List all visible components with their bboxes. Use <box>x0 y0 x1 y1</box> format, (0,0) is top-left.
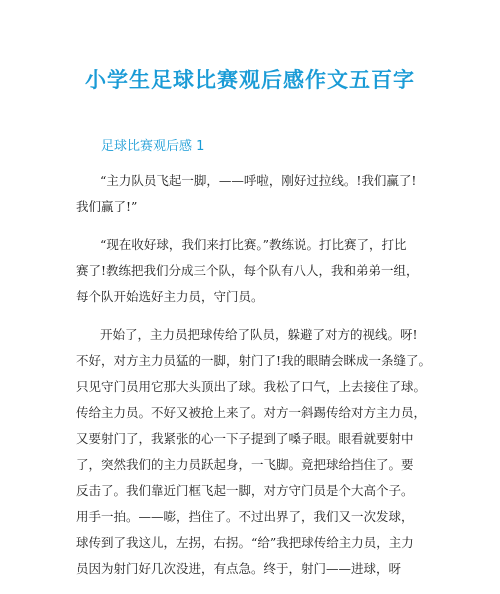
paragraph <box>76 168 436 220</box>
text-line: 了，突然我们的主力员跃起身，一飞脚。竟把球给挡住了。要 <box>76 457 414 472</box>
text-line: 球传到了我这儿，左拐，右拐。“给”我把球传给主力员，主力 <box>76 535 414 550</box>
text-line: 又要射门了，我紧张的心一下子提到了嗓子眼。眼看就要射中 <box>76 431 414 446</box>
text-line: “现在收好球，我们来打比赛。”教练说。打比赛了，打比 <box>100 237 407 252</box>
text-line: 开始了，主力员把球传给了队员，躲避了对方的视线。呀! <box>100 327 418 342</box>
paragraph <box>76 232 436 310</box>
text-line: 赛了!教练把我们分成三个队，每个队有八人，我和弟弟一组， <box>76 263 419 278</box>
page-title: 小学生足球比赛观后感作文五百字 <box>85 68 415 92</box>
text-line: 反击了。我们靠近门框飞起一脚，对方守门员是个大高个子。 <box>76 483 414 498</box>
text-line: 员因为射门好几次没进，有点急。终于，射门——进球，呀 <box>76 561 402 576</box>
text-line: 不好，对方主力员猛的一脚，射门了!我的眼睛会眯成一条缝了。 <box>76 353 432 368</box>
paragraph <box>76 322 436 582</box>
text-line: 我们赢了!” <box>76 199 138 214</box>
article-body <box>76 168 436 594</box>
section-heading: 足球比赛观后感 1 <box>101 139 205 154</box>
text-line: 传给主力员。不好又被抢上来了。对方一斜踢传给对方主力员， <box>76 405 427 420</box>
text-line: 每个队开始选好主力员，守门员。 <box>76 289 264 304</box>
text-line: 只见守门员用它那大头顶出了球。我松了口气，上去接住了球。 <box>76 379 427 394</box>
text-line: 用手一拍。——嘭，挡住了。不过出界了，我们又一次发球， <box>76 509 414 524</box>
text-line: “主力队员飞起一脚，——呼啦，刚好过拉线。!我们赢了! <box>100 173 417 188</box>
